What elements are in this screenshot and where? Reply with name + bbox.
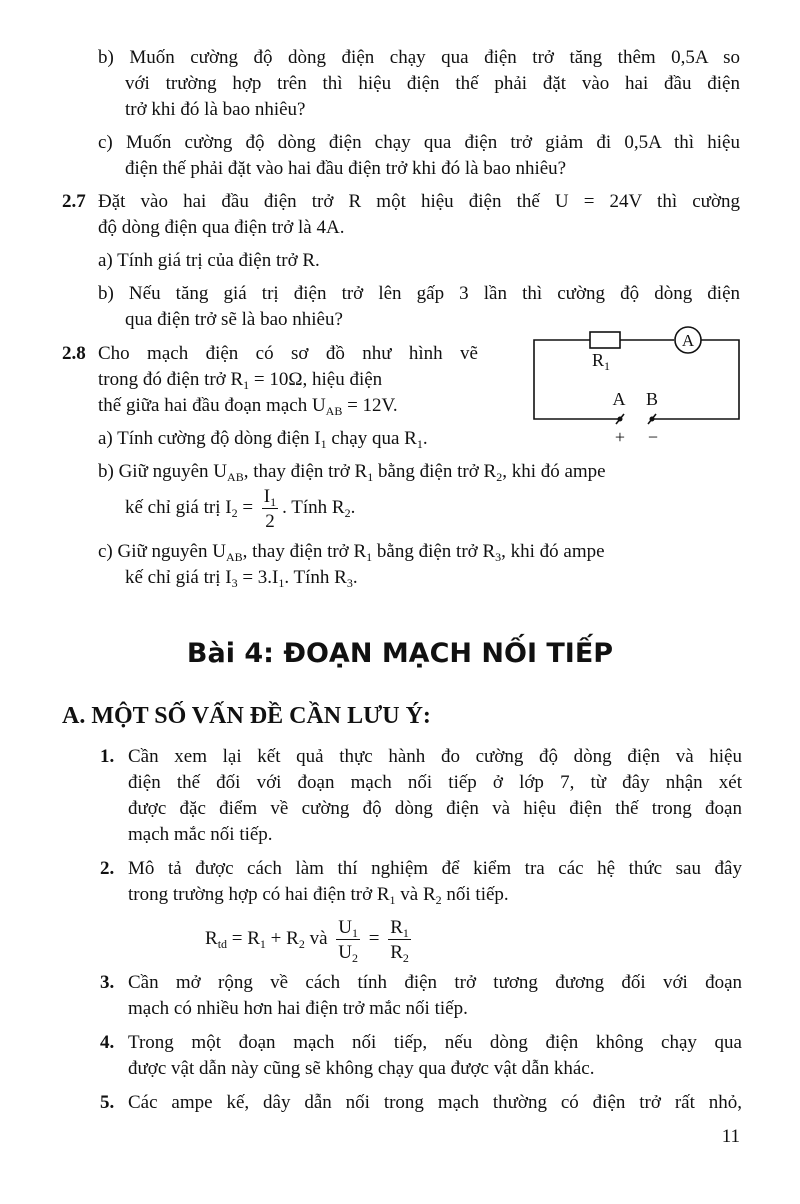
resistor-label: $R_1$ [592,350,611,373]
resistor-r1 [590,332,620,348]
ammeter-label: A [681,331,695,350]
page-number: 11 [721,1126,740,1147]
terminal-b-dot [650,417,655,422]
problem-2-8-line-3: thế giữa hai đầu đoạn mạch $U_{AB} = 12V$. [98,395,398,418]
item-2-line-1: Mô tả được cách làm thí nghiệm để kiểm tra các hệ thức sau đây [128,858,742,879]
problem-2-6-b-line-3: trở khi đó là bao nhiêu? [125,99,306,120]
item-4-number: 4. [100,1032,115,1053]
problem-2-6-c-line-1: c) Muốn cường độ dòng điện chạy qua điện trở giảm đi 0,5A thì hiệu [98,132,740,153]
problem-2-8-line-2: trong đó điện trở $R_1 = 10\Omega$, hiệu điện [98,369,383,392]
item-4-line-2: được vật dẫn này cũng sẽ không chạy qua được vật dẫn khác. [128,1058,595,1079]
item-2-number: 2. [100,858,115,879]
formula: $R_{td} = R_1 + R_2$ và $\frac{U_1}{U_2}$ = $\frac{R_1}{R_2}$ [205,916,409,965]
problem-2-8-label: 2.8 [62,343,86,364]
problem-2-7-line-2: độ dòng điện qua điện trở là 4A. [98,217,345,238]
problem-2-8-a: a) Tính cường độ dòng điện $I_1$ chạy qua $R_1$. [98,428,428,451]
problem-2-7-b-line-1: b) Nếu tăng giá trị điện trở lên gấp 3 lần thì cường độ dòng điện [98,283,740,304]
item-3-number: 3. [100,972,115,993]
problem-2-7-a: a) Tính giá trị của điện trở R. [98,250,320,271]
terminal-a-dot [618,417,623,422]
problem-2-7-b-line-2: qua điện trở sẽ là bao nhiêu? [125,309,343,330]
problem-2-7-line-1: Đặt vào hai đầu điện trở R một hiệu điện thế U = 24V thì cường [98,191,740,212]
fraction-i1-over-2: $\frac{I_1}{2}$ [263,485,277,532]
lesson-title: Bài 4: ĐOẠN MẠCH NỐI TIẾP [186,638,614,669]
problem-2-6-b-line-1: b) Muốn cường độ dòng điện chạy qua điện trở tăng thêm 0,5A so [98,47,740,68]
section-heading: A. MỘT SỐ VẤN ĐỀ CẦN LƯU Ý: [62,703,431,729]
item-1-line-2: điện thế đối với đoạn mạch nối tiếp ở lớp 7, từ đây nhận xét [128,772,742,793]
item-1-line-1: Cần xem lại kết quả thực hành đo cường độ dòng điện và hiệu [128,746,742,767]
circuit-wire-right [652,340,739,419]
problem-2-8-line-1: Cho mạch điện có sơ đồ như hình vẽ [98,343,478,364]
problem-2-8-b-line-1: b) Giữ nguyên $U_{AB}$, thay điện trở $R_1$ bằng điện trở $R_2$, khi đó ampe [98,461,606,484]
item-2-line-2: trong trường hợp có hai điện trở $R_1$ và $R_2$ nối tiếp. [128,884,509,907]
fraction-u1-over-u2: $\frac{U_1}{U_2}$ [338,916,358,965]
item-4-line-1: Trong một đoạn mạch nối tiếp, nếu dòng điện không chạy qua [128,1032,742,1053]
fraction-r1-over-r2: $\frac{R_1}{R_2}$ [390,916,409,965]
item-1-line-4: mạch mắc nối tiếp. [128,824,273,845]
problem-2-7-label: 2.7 [62,191,86,212]
item-5-number: 5. [100,1092,115,1113]
circuit-diagram [528,322,748,452]
item-5-line-1: Các ampe kế, dây dẫn nối trong mạch thường có điện trở rất nhỏ, [128,1092,742,1113]
circuit-wire-left [534,340,620,419]
item-1-number: 1. [100,746,115,767]
item-3-line-1: Cần mở rộng về cách tính điện trở tương đương đối với đoạn [128,972,742,993]
terminal-b-label: B [645,389,659,409]
problem-2-8-c-line-2: kế chỉ giá trị $I_3 = 3.I_1$. Tính $R_3$. [125,567,358,590]
problem-2-8-c-line-1: c) Giữ nguyên $U_{AB}$, thay điện trở $R_1$ bằng điện trở $R_3$, khi đó ampe [98,541,605,564]
plus-sign: + [614,427,626,447]
problem-2-6-c-line-2: điện thế phải đặt vào hai đầu điện trở khi đó là bao nhiêu? [125,158,567,179]
problem-2-8-b-line-2: kế chỉ giá trị $I_2$ = $\frac{I_1}{2}$ . Tính $R_2$. [125,485,356,532]
minus-sign: − [647,427,659,447]
problem-2-6-b-line-2: với trường hợp trên thì hiệu điện thế phải đặt vào hai đầu điện [125,73,740,94]
item-1-line-3: được đặc điểm về cường độ dòng điện và hiệu điện thế trong đoạn [128,798,742,819]
terminal-a-label: A [612,389,626,409]
item-3-line-2: mạch có nhiều hơn hai điện trở mắc nối tiếp. [128,998,468,1019]
